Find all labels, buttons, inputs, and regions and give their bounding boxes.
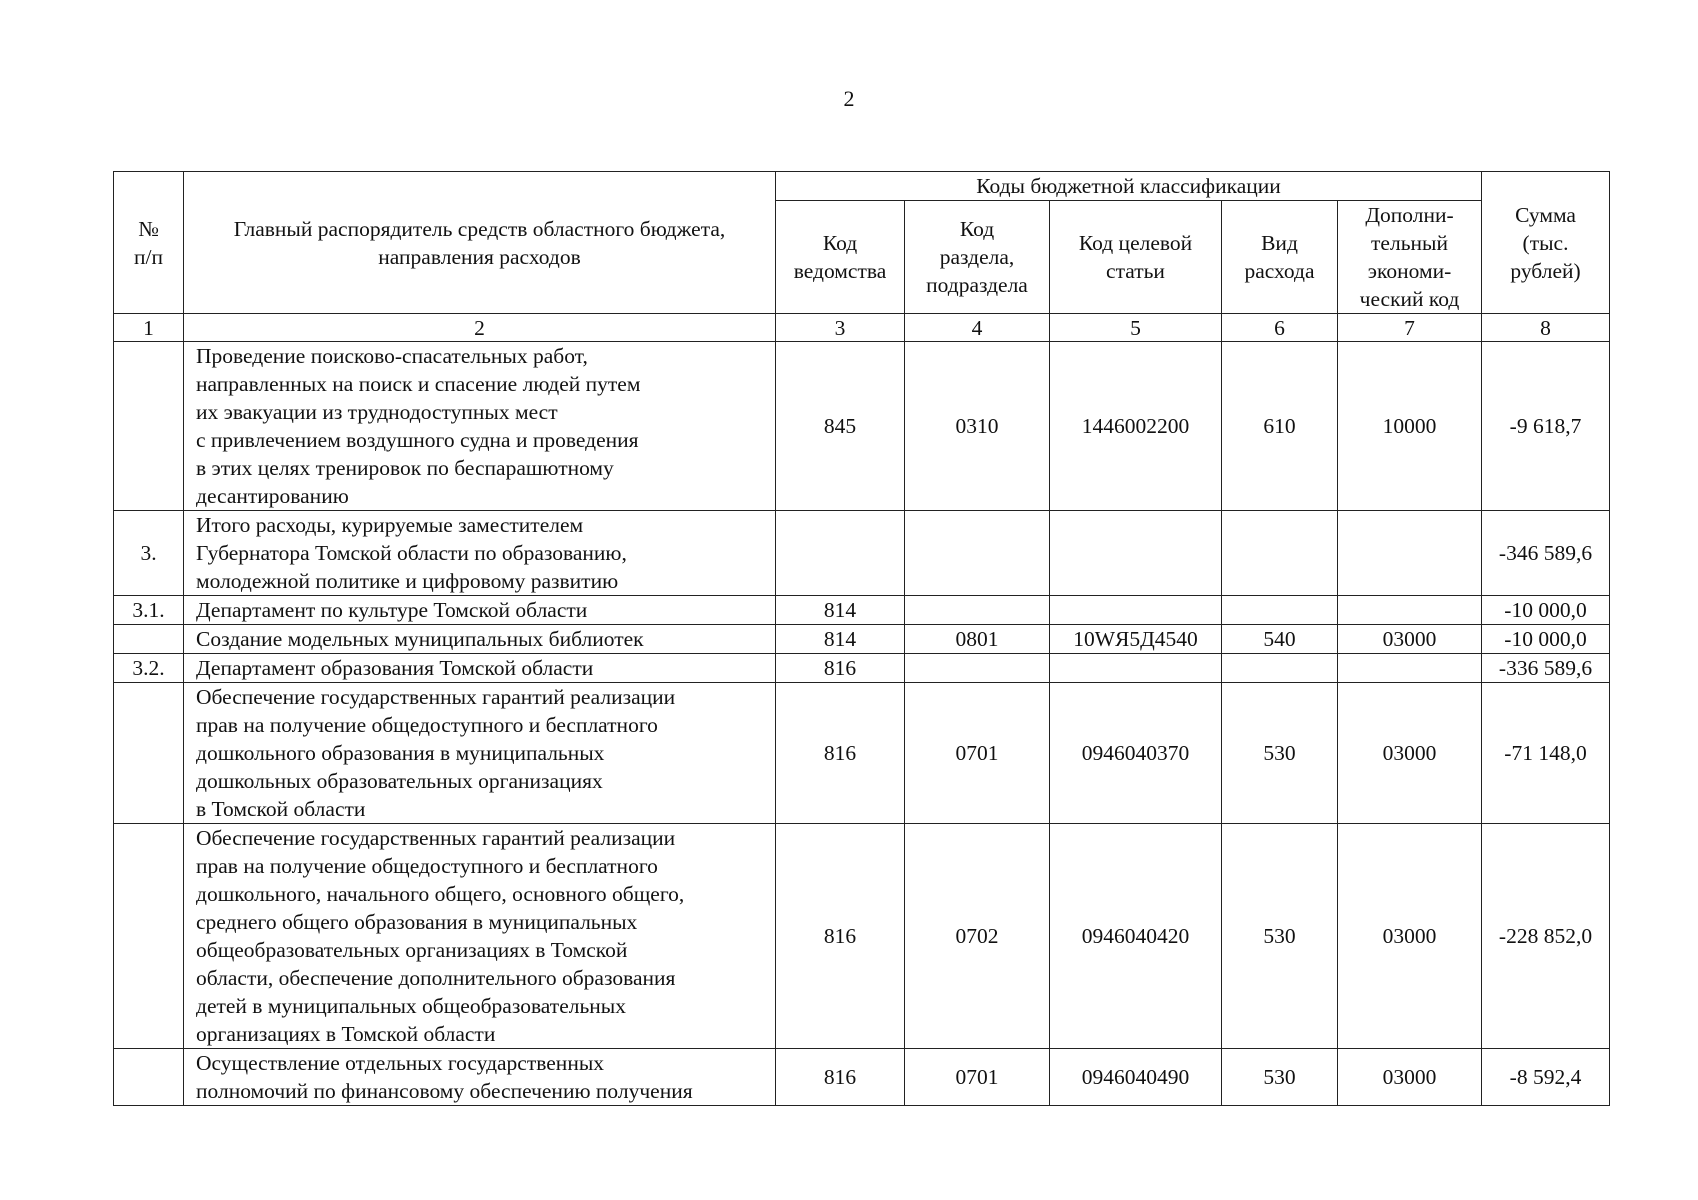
expense-type — [1222, 596, 1338, 625]
section-code: 0701 — [905, 1049, 1050, 1106]
expense-type: 610 — [1222, 342, 1338, 511]
header-dept-code: Код ведомства — [776, 201, 905, 314]
header-target-code: Код целевой статьи — [1050, 201, 1222, 314]
dept-code: 845 — [776, 342, 905, 511]
row-number: 3.1. — [114, 596, 184, 625]
column-number: 4 — [905, 314, 1050, 342]
section-code: 0801 — [905, 625, 1050, 654]
target-code: 0946040370 — [1050, 683, 1222, 824]
row-number — [114, 1049, 184, 1106]
extra-code — [1338, 596, 1482, 625]
table-row — [114, 824, 1610, 1049]
table-row — [114, 596, 1610, 625]
amount: -10 000,0 — [1482, 596, 1610, 625]
column-number: 7 — [1338, 314, 1482, 342]
dept-code: 816 — [776, 824, 905, 1049]
target-code — [1050, 654, 1222, 683]
row-name: Департамент образования Томской области — [184, 654, 776, 683]
row-name: Обеспечение государственных гарантий реализации прав на получение общедоступного и бесплатного дошкольного образования в муниципальных дошкольных образовательных организациях в Томской области — [184, 683, 776, 824]
extra-code: 10000 — [1338, 342, 1482, 511]
extra-code: 03000 — [1338, 683, 1482, 824]
expense-type: 530 — [1222, 683, 1338, 824]
amount: -9 618,7 — [1482, 342, 1610, 511]
header-num: № п/п — [114, 172, 184, 314]
column-number: 8 — [1482, 314, 1610, 342]
target-code — [1050, 596, 1222, 625]
row-name: Создание модельных муниципальных библиотек — [184, 625, 776, 654]
extra-code: 03000 — [1338, 824, 1482, 1049]
row-name: Итого расходы, курируемые заместителем Губернатора Томской области по образованию, молодежной политике и цифровому развитию — [184, 511, 776, 596]
target-code: 0946040420 — [1050, 824, 1222, 1049]
section-code — [905, 654, 1050, 683]
page-number: 2 — [843, 86, 855, 111]
expense-type — [1222, 654, 1338, 683]
column-number: 2 — [184, 314, 776, 342]
header-sum: Сумма (тыс. рублей) — [1482, 172, 1610, 314]
column-number: 6 — [1222, 314, 1338, 342]
row-number: 3.2. — [114, 654, 184, 683]
dept-code: 816 — [776, 683, 905, 824]
target-code: 0946040490 — [1050, 1049, 1222, 1106]
row-number — [114, 824, 184, 1049]
budget-table — [113, 171, 1610, 1106]
column-numbers-row — [114, 314, 1610, 342]
column-number: 5 — [1050, 314, 1222, 342]
dept-code — [776, 511, 905, 596]
section-code: 0310 — [905, 342, 1050, 511]
header-main: Главный распорядитель средств областного бюджета, направления расходов — [184, 172, 776, 314]
amount: -346 589,6 — [1482, 511, 1610, 596]
header-expense-type: Вид расхода — [1222, 201, 1338, 314]
target-code: 1446002200 — [1050, 342, 1222, 511]
table-row — [114, 625, 1610, 654]
section-code: 0702 — [905, 824, 1050, 1049]
header-section-code: Код раздела, подраздела — [905, 201, 1050, 314]
table-row — [114, 1049, 1610, 1106]
column-number: 3 — [776, 314, 905, 342]
section-code: 0701 — [905, 683, 1050, 824]
dept-code: 814 — [776, 625, 905, 654]
row-number — [114, 625, 184, 654]
dept-code: 814 — [776, 596, 905, 625]
target-code: 10WЯ5Д4540 — [1050, 625, 1222, 654]
expense-type: 530 — [1222, 1049, 1338, 1106]
extra-code: 03000 — [1338, 1049, 1482, 1106]
extra-code — [1338, 511, 1482, 596]
header-extra-code: Дополни- тельный экономи- ческий код — [1338, 201, 1482, 314]
amount: -336 589,6 — [1482, 654, 1610, 683]
extra-code — [1338, 654, 1482, 683]
dept-code: 816 — [776, 1049, 905, 1106]
section-code — [905, 596, 1050, 625]
expense-type: 540 — [1222, 625, 1338, 654]
amount: -8 592,4 — [1482, 1049, 1610, 1106]
extra-code: 03000 — [1338, 625, 1482, 654]
row-number: 3. — [114, 511, 184, 596]
table-row — [114, 683, 1610, 824]
amount: -10 000,0 — [1482, 625, 1610, 654]
expense-type — [1222, 511, 1338, 596]
amount: -71 148,0 — [1482, 683, 1610, 824]
table-row — [114, 342, 1610, 511]
row-number — [114, 342, 184, 511]
dept-code: 816 — [776, 654, 905, 683]
table-row — [114, 654, 1610, 683]
section-code — [905, 511, 1050, 596]
expense-type: 530 — [1222, 824, 1338, 1049]
amount: -228 852,0 — [1482, 824, 1610, 1049]
table-row — [114, 511, 1610, 596]
row-name: Проведение поисково-спасательных работ, направленных на поиск и спасение людей путем их эвакуации из труднодоступных мест с привлечением воздушного судна и проведения в этих целях тренировок по беспарашютному десантированию — [184, 342, 776, 511]
row-name: Обеспечение государственных гарантий реализации прав на получение общедоступного и бесплатного дошкольного, начального общего, основного общего, среднего общего образования в муниципальных общеобразовательных организациях в Томской области, обеспечение дополнительного образования детей в муниципальных общеобразовательных организациях в Томской области — [184, 824, 776, 1049]
header-codes-group: Коды бюджетной классификации — [776, 172, 1482, 201]
row-number — [114, 683, 184, 824]
row-name: Департамент по культуре Томской области — [184, 596, 776, 625]
row-name: Осуществление отдельных государственных полномочий по финансовому обеспечению получения — [184, 1049, 776, 1106]
column-number: 1 — [114, 314, 184, 342]
target-code — [1050, 511, 1222, 596]
